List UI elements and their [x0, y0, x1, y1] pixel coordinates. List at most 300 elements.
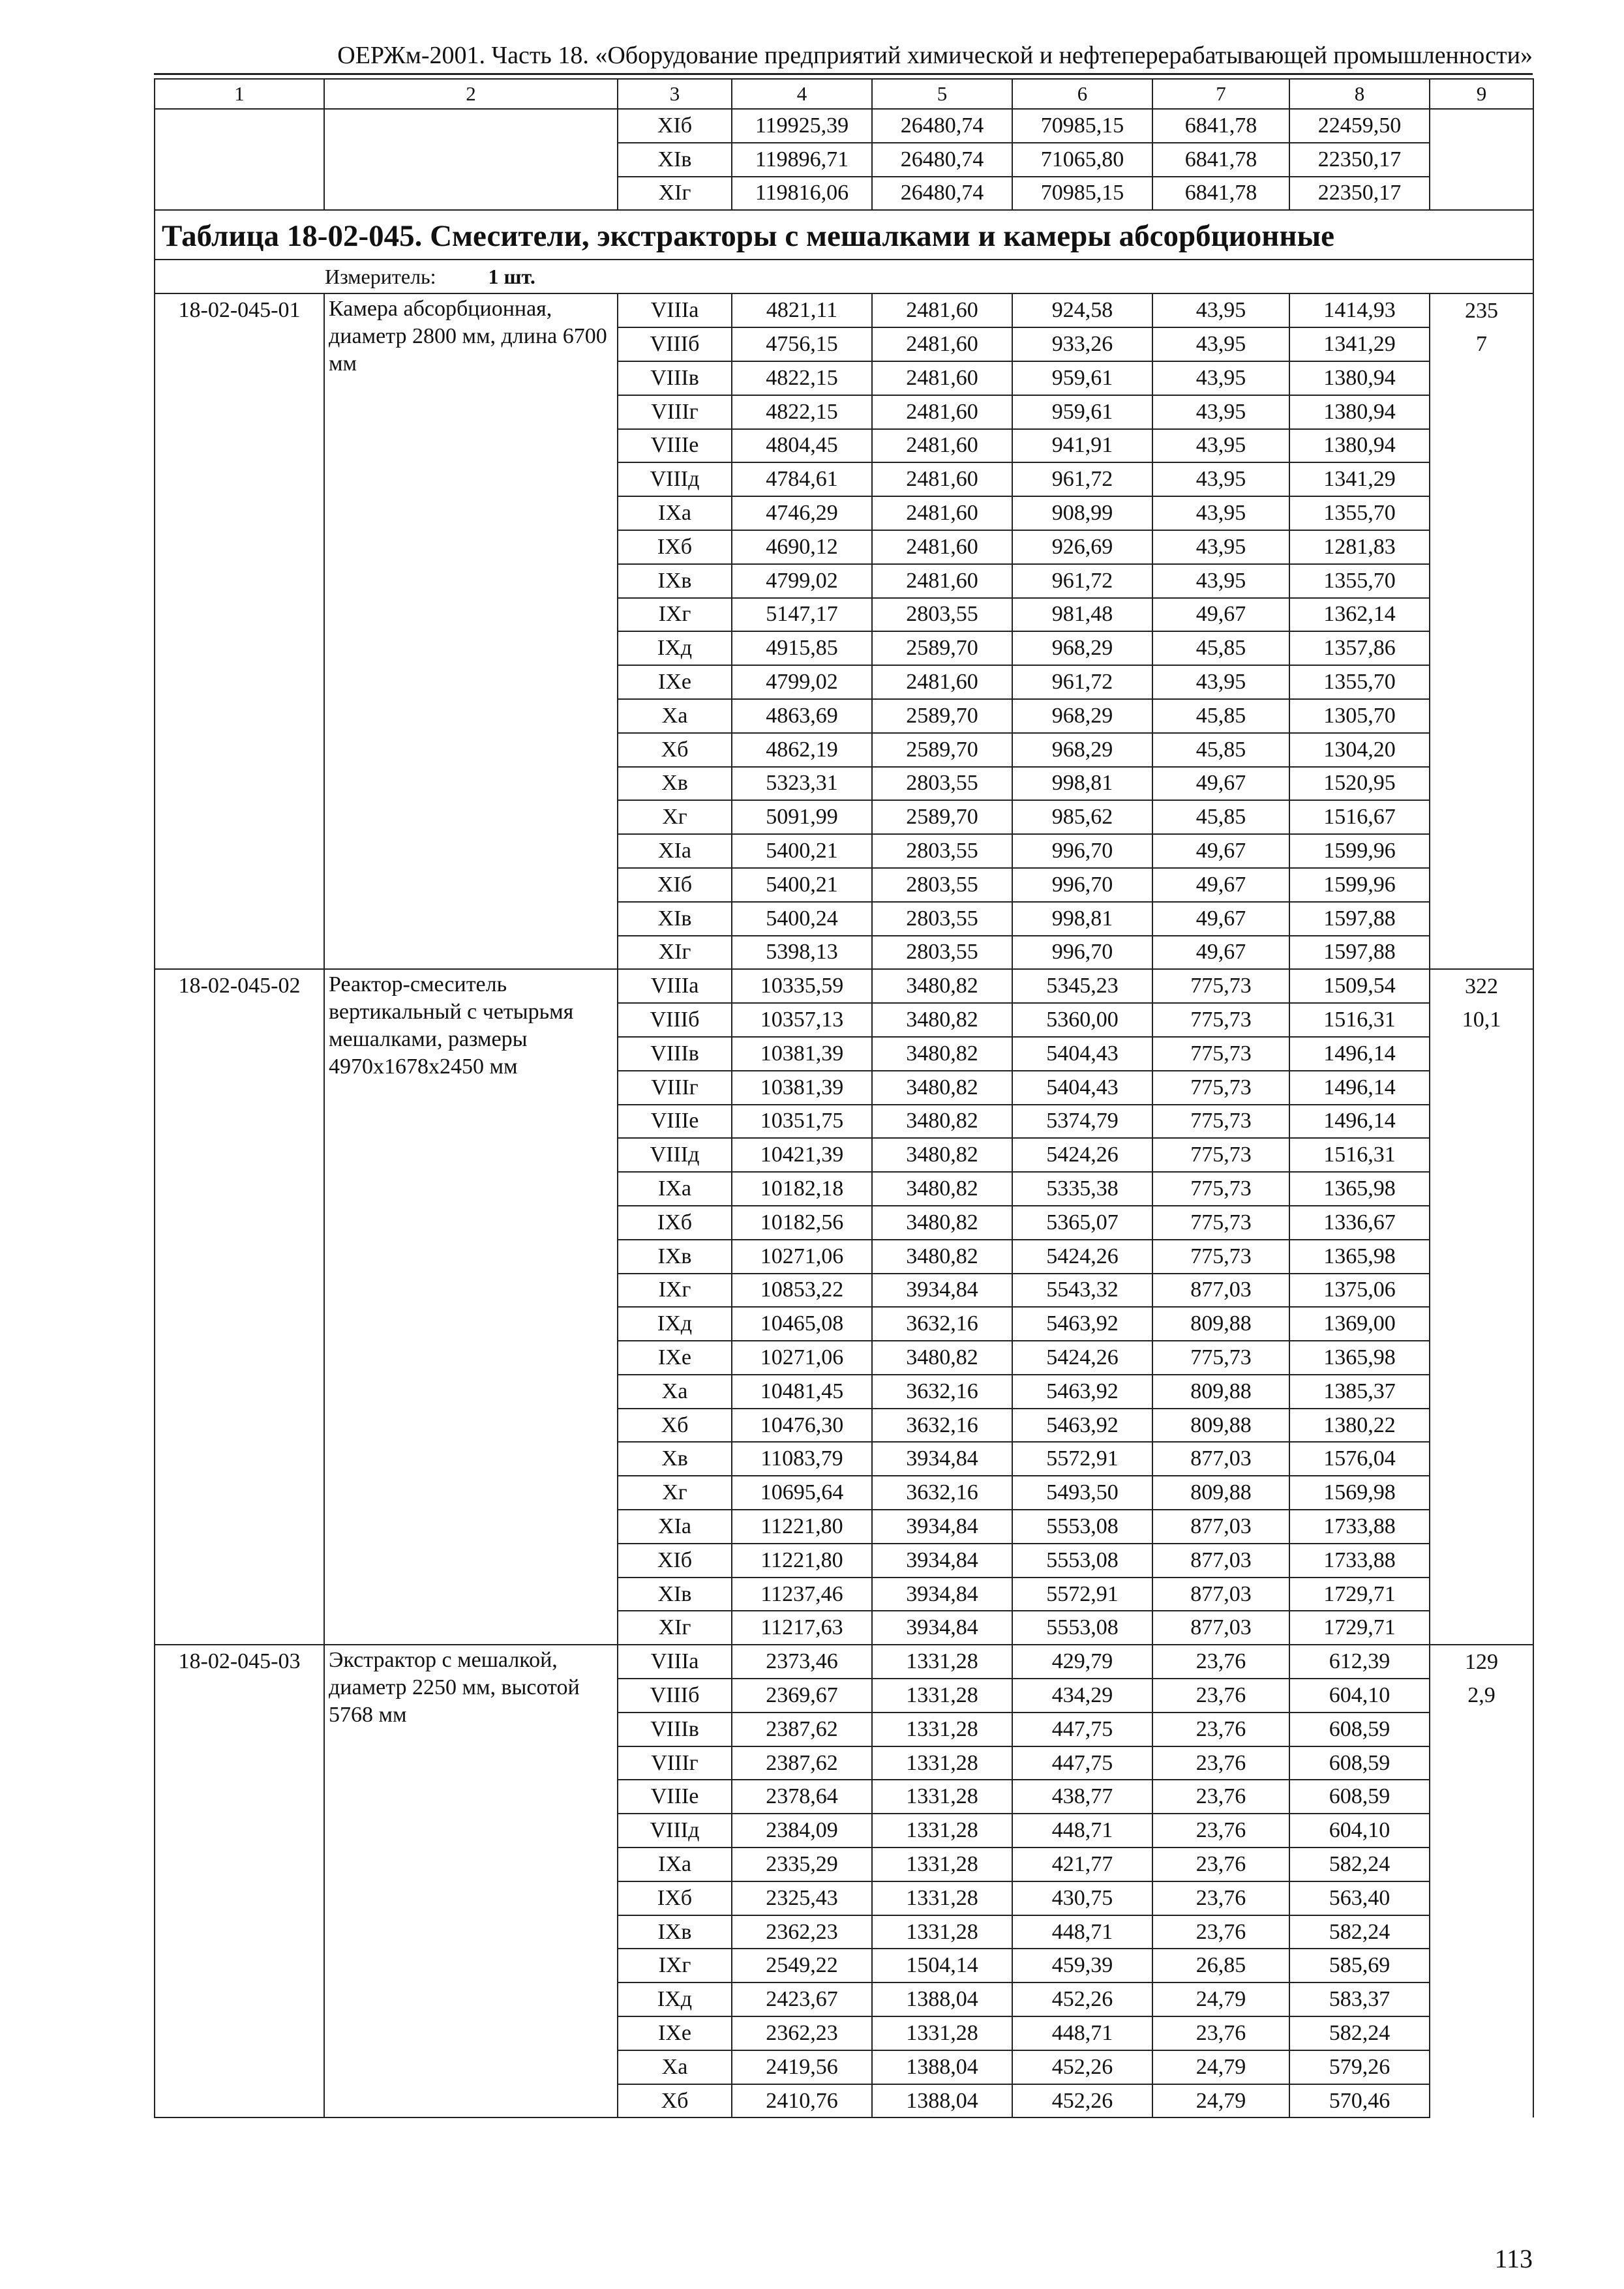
- col9-cell: [1430, 1476, 1533, 1510]
- value-cell: 10335,59: [732, 969, 872, 1003]
- value-cell: 4863,69: [732, 699, 872, 733]
- value-cell: 959,61: [1012, 395, 1152, 429]
- zone-cell: VIIIб: [618, 327, 732, 361]
- value-cell: 11221,80: [732, 1510, 872, 1544]
- value-cell: 45,85: [1152, 699, 1289, 733]
- item-description: Реактор-смеситель вертикальный с четырьмя мешалками, размеры 4970х1678х2450 мм: [324, 969, 618, 1645]
- value-cell: 2481,60: [872, 530, 1012, 564]
- col9-cell: [1430, 177, 1533, 211]
- zone-cell: IXг: [618, 598, 732, 632]
- value-cell: 5147,17: [732, 598, 872, 632]
- column-number: 5: [872, 79, 1012, 109]
- value-cell: 22350,17: [1289, 143, 1430, 177]
- col9-cell: [1430, 1881, 1533, 1915]
- value-cell: 1597,88: [1289, 902, 1430, 936]
- value-cell: 924,58: [1012, 293, 1152, 327]
- zone-cell: IXд: [618, 1982, 732, 2016]
- value-cell: 5374,79: [1012, 1105, 1152, 1139]
- col9-cell: [1430, 1375, 1533, 1409]
- value-cell: 5463,92: [1012, 1307, 1152, 1341]
- value-cell: 5404,43: [1012, 1071, 1152, 1105]
- col9-cell: [1430, 1713, 1533, 1746]
- value-cell: 4915,85: [732, 631, 872, 665]
- col9-cell: [1430, 1780, 1533, 1814]
- zone-cell: IXб: [618, 1881, 732, 1915]
- value-cell: 49,67: [1152, 598, 1289, 632]
- value-cell: 119896,71: [732, 143, 872, 177]
- zone-cell: VIIIе: [618, 1780, 732, 1814]
- col9-cell: [1430, 395, 1533, 429]
- value-cell: 1576,04: [1289, 1442, 1430, 1476]
- value-cell: 1504,14: [872, 1949, 1012, 1982]
- value-cell: 1516,31: [1289, 1138, 1430, 1172]
- value-cell: 10271,06: [732, 1341, 872, 1375]
- value-cell: 1599,96: [1289, 834, 1430, 868]
- value-cell: 5323,31: [732, 767, 872, 801]
- value-cell: 775,73: [1152, 1037, 1289, 1071]
- value-cell: 612,39: [1289, 1645, 1430, 1679]
- col9-cell: [1430, 530, 1533, 564]
- value-cell: 6841,78: [1152, 143, 1289, 177]
- value-cell: 933,26: [1012, 327, 1152, 361]
- col9-cell: 235: [1430, 293, 1533, 327]
- value-cell: 24,79: [1152, 2050, 1289, 2084]
- value-cell: 2387,62: [732, 1746, 872, 1780]
- value-cell: 2335,29: [732, 1848, 872, 1881]
- zone-cell: Xг: [618, 800, 732, 834]
- value-cell: 1336,67: [1289, 1206, 1430, 1240]
- col9-cell: [1430, 767, 1533, 801]
- value-cell: 1380,94: [1289, 361, 1430, 395]
- col9-cell: [1430, 2084, 1533, 2118]
- value-cell: 608,59: [1289, 1780, 1430, 1814]
- value-cell: 3934,84: [872, 1544, 1012, 1578]
- zone-cell: Xа: [618, 2050, 732, 2084]
- value-cell: 24,79: [1152, 2084, 1289, 2118]
- value-cell: 2481,60: [872, 395, 1012, 429]
- value-cell: 4690,12: [732, 530, 872, 564]
- value-cell: 45,85: [1152, 733, 1289, 767]
- value-cell: 1496,14: [1289, 1037, 1430, 1071]
- value-cell: 452,26: [1012, 1982, 1152, 2016]
- zone-cell: Xа: [618, 1375, 732, 1409]
- value-cell: 1331,28: [872, 1814, 1012, 1848]
- col9-cell: [1430, 1814, 1533, 1848]
- value-cell: 2589,70: [872, 733, 1012, 767]
- value-cell: 3934,84: [872, 1611, 1012, 1645]
- value-cell: 3632,16: [872, 1409, 1012, 1443]
- value-cell: 5553,08: [1012, 1611, 1152, 1645]
- value-cell: 3480,82: [872, 1037, 1012, 1071]
- meter-row: [155, 260, 1533, 293]
- value-cell: 809,88: [1152, 1375, 1289, 1409]
- value-cell: 5404,43: [1012, 1037, 1152, 1071]
- value-cell: 5398,13: [732, 936, 872, 970]
- value-cell: 23,76: [1152, 1915, 1289, 1949]
- value-cell: 10357,13: [732, 1003, 872, 1037]
- value-cell: 2423,67: [732, 1982, 872, 2016]
- zone-cell: VIIIд: [618, 1138, 732, 1172]
- value-cell: 985,62: [1012, 800, 1152, 834]
- value-cell: 1509,54: [1289, 969, 1430, 1003]
- table-row: [155, 1645, 1533, 1679]
- zone-cell: XIб: [618, 109, 732, 143]
- value-cell: 448,71: [1012, 2016, 1152, 2050]
- value-cell: 4822,15: [732, 361, 872, 395]
- value-cell: 877,03: [1152, 1510, 1289, 1544]
- value-cell: 1355,70: [1289, 564, 1430, 598]
- value-cell: 3934,84: [872, 1442, 1012, 1476]
- zone-cell: Xг: [618, 1476, 732, 1510]
- value-cell: 1380,94: [1289, 395, 1430, 429]
- zone-cell: IXв: [618, 1915, 732, 1949]
- value-cell: 10351,75: [732, 1105, 872, 1139]
- value-cell: 968,29: [1012, 631, 1152, 665]
- value-cell: 775,73: [1152, 1105, 1289, 1139]
- value-cell: 1380,94: [1289, 429, 1430, 463]
- value-cell: 1341,29: [1289, 462, 1430, 496]
- value-cell: 981,48: [1012, 598, 1152, 632]
- value-cell: 1331,28: [872, 1746, 1012, 1780]
- zone-cell: XIб: [618, 868, 732, 902]
- value-cell: 5572,91: [1012, 1442, 1152, 1476]
- value-cell: 3480,82: [872, 1105, 1012, 1139]
- value-cell: 877,03: [1152, 1578, 1289, 1611]
- zone-cell: IXв: [618, 1240, 732, 1274]
- value-cell: 23,76: [1152, 1713, 1289, 1746]
- value-cell: 5424,26: [1012, 1138, 1152, 1172]
- col9-cell: 10,1: [1430, 1003, 1533, 1037]
- zone-cell: VIIIе: [618, 1105, 732, 1139]
- column-number: 4: [732, 79, 872, 109]
- value-cell: 23,76: [1152, 2016, 1289, 2050]
- col9-cell: [1430, 1105, 1533, 1139]
- col9-cell: [1430, 462, 1533, 496]
- table-title: Таблица 18-02-045. Смесители, экстракторы с мешалками и камеры абсорбционные: [155, 210, 1533, 260]
- value-cell: 1375,06: [1289, 1274, 1430, 1308]
- col9-cell: [1430, 1510, 1533, 1544]
- value-cell: 1597,88: [1289, 936, 1430, 970]
- value-cell: 2481,60: [872, 327, 1012, 361]
- value-cell: 10182,56: [732, 1206, 872, 1240]
- value-cell: 24,79: [1152, 1982, 1289, 2016]
- value-cell: 10421,39: [732, 1138, 872, 1172]
- item-code: 18-02-045-02: [155, 969, 324, 1645]
- col9-cell: [1430, 1982, 1533, 2016]
- value-cell: 4799,02: [732, 564, 872, 598]
- zone-cell: XIв: [618, 143, 732, 177]
- value-cell: 1355,70: [1289, 665, 1430, 699]
- value-cell: 961,72: [1012, 665, 1152, 699]
- value-cell: 2325,43: [732, 1881, 872, 1915]
- zone-cell: IXв: [618, 564, 732, 598]
- value-cell: 5091,99: [732, 800, 872, 834]
- zone-cell: VIIIд: [618, 1814, 732, 1848]
- value-cell: 43,95: [1152, 293, 1289, 327]
- col9-cell: [1430, 1274, 1533, 1308]
- value-cell: 1355,70: [1289, 496, 1430, 530]
- value-cell: 2803,55: [872, 868, 1012, 902]
- value-cell: 5424,26: [1012, 1240, 1152, 1274]
- column-number: 3: [618, 79, 732, 109]
- value-cell: 775,73: [1152, 1341, 1289, 1375]
- zone-cell: XIа: [618, 834, 732, 868]
- code-cell: [155, 109, 324, 210]
- value-cell: 43,95: [1152, 395, 1289, 429]
- col9-cell: [1430, 1037, 1533, 1071]
- value-cell: 2803,55: [872, 834, 1012, 868]
- zone-cell: XIв: [618, 902, 732, 936]
- value-cell: 1331,28: [872, 1881, 1012, 1915]
- value-cell: 2589,70: [872, 631, 1012, 665]
- value-cell: 43,95: [1152, 530, 1289, 564]
- zone-cell: IXе: [618, 1341, 732, 1375]
- value-cell: 26480,74: [872, 143, 1012, 177]
- value-cell: 43,95: [1152, 361, 1289, 395]
- value-cell: 996,70: [1012, 868, 1152, 902]
- col9-cell: [1430, 868, 1533, 902]
- page-number: 113: [1494, 2244, 1533, 2273]
- value-cell: 563,40: [1289, 1881, 1430, 1915]
- value-cell: 11217,63: [732, 1611, 872, 1645]
- col9-cell: [1430, 143, 1533, 177]
- zone-cell: IXе: [618, 2016, 732, 2050]
- zone-cell: IXг: [618, 1274, 732, 1308]
- value-cell: 6841,78: [1152, 177, 1289, 211]
- value-cell: 941,91: [1012, 429, 1152, 463]
- value-cell: 11083,79: [732, 1442, 872, 1476]
- value-cell: 775,73: [1152, 1240, 1289, 1274]
- zone-cell: Xв: [618, 1442, 732, 1476]
- zone-cell: VIIIа: [618, 1645, 732, 1679]
- value-cell: 3480,82: [872, 1240, 1012, 1274]
- value-cell: 10271,06: [732, 1240, 872, 1274]
- zone-cell: IXб: [618, 530, 732, 564]
- value-cell: 5400,24: [732, 902, 872, 936]
- zone-cell: VIIIв: [618, 361, 732, 395]
- col9-cell: [1430, 1071, 1533, 1105]
- value-cell: 4799,02: [732, 665, 872, 699]
- value-cell: 3632,16: [872, 1375, 1012, 1409]
- col9-cell: [1430, 1409, 1533, 1443]
- meter-label: Измеритель:: [325, 265, 436, 289]
- value-cell: 877,03: [1152, 1611, 1289, 1645]
- col9-cell: [1430, 109, 1533, 143]
- value-cell: 10381,39: [732, 1037, 872, 1071]
- value-cell: 5553,08: [1012, 1544, 1152, 1578]
- value-cell: 23,76: [1152, 1848, 1289, 1881]
- value-cell: 23,76: [1152, 1814, 1289, 1848]
- value-cell: 43,95: [1152, 496, 1289, 530]
- value-cell: 608,59: [1289, 1713, 1430, 1746]
- value-cell: 775,73: [1152, 1206, 1289, 1240]
- value-cell: 2362,23: [732, 1915, 872, 1949]
- value-cell: 809,88: [1152, 1409, 1289, 1443]
- value-cell: 4862,19: [732, 733, 872, 767]
- value-cell: 1365,98: [1289, 1172, 1430, 1206]
- value-cell: 43,95: [1152, 327, 1289, 361]
- value-cell: 877,03: [1152, 1442, 1289, 1476]
- col9-cell: [1430, 1611, 1533, 1645]
- value-cell: 421,77: [1012, 1848, 1152, 1881]
- col9-cell: [1430, 361, 1533, 395]
- value-cell: 4784,61: [732, 462, 872, 496]
- value-cell: 775,73: [1152, 1003, 1289, 1037]
- zone-cell: IXг: [618, 1949, 732, 1982]
- value-cell: 43,95: [1152, 462, 1289, 496]
- value-cell: 5493,50: [1012, 1476, 1152, 1510]
- value-cell: 877,03: [1152, 1544, 1289, 1578]
- col9-cell: [1430, 936, 1533, 970]
- value-cell: 5335,38: [1012, 1172, 1152, 1206]
- value-cell: 961,72: [1012, 564, 1152, 598]
- col9-cell: [1430, 1578, 1533, 1611]
- value-cell: 998,81: [1012, 767, 1152, 801]
- value-cell: 4804,45: [732, 429, 872, 463]
- value-cell: 2362,23: [732, 2016, 872, 2050]
- column-number: 6: [1012, 79, 1152, 109]
- value-cell: 119925,39: [732, 109, 872, 143]
- col9-cell: [1430, 2050, 1533, 2084]
- zone-cell: VIIIв: [618, 1037, 732, 1071]
- zone-cell: IXе: [618, 665, 732, 699]
- value-cell: 1331,28: [872, 1645, 1012, 1679]
- value-cell: 1331,28: [872, 1679, 1012, 1713]
- value-cell: 996,70: [1012, 834, 1152, 868]
- col9-cell: [1430, 598, 1533, 632]
- value-cell: 3934,84: [872, 1578, 1012, 1611]
- zone-cell: XIа: [618, 1510, 732, 1544]
- value-cell: 70985,15: [1012, 109, 1152, 143]
- zone-cell: XIг: [618, 1611, 732, 1645]
- col9-cell: [1430, 1240, 1533, 1274]
- value-cell: 1729,71: [1289, 1578, 1430, 1611]
- value-cell: 2384,09: [732, 1814, 872, 1848]
- value-cell: 1385,37: [1289, 1375, 1430, 1409]
- value-cell: 908,99: [1012, 496, 1152, 530]
- value-cell: 434,29: [1012, 1679, 1152, 1713]
- col9-cell: [1430, 665, 1533, 699]
- value-cell: 2373,46: [732, 1645, 872, 1679]
- col9-cell: [1430, 733, 1533, 767]
- value-cell: 22459,50: [1289, 109, 1430, 143]
- zone-cell: Xб: [618, 1409, 732, 1443]
- zone-cell: XIг: [618, 936, 732, 970]
- zone-cell: IXа: [618, 1172, 732, 1206]
- col9-cell: [1430, 496, 1533, 530]
- value-cell: 447,75: [1012, 1746, 1152, 1780]
- value-cell: 582,24: [1289, 2016, 1430, 2050]
- col9-cell: [1430, 834, 1533, 868]
- value-cell: 877,03: [1152, 1274, 1289, 1308]
- column-number: 2: [324, 79, 618, 109]
- zone-cell: Xб: [618, 2084, 732, 2118]
- value-cell: 5543,32: [1012, 1274, 1152, 1308]
- value-cell: 1729,71: [1289, 1611, 1430, 1645]
- meter-value: 1 шт.: [488, 265, 535, 289]
- value-cell: 45,85: [1152, 631, 1289, 665]
- value-cell: 23,76: [1152, 1746, 1289, 1780]
- value-cell: 1304,20: [1289, 733, 1430, 767]
- col9-cell: 322: [1430, 969, 1533, 1003]
- value-cell: 968,29: [1012, 733, 1152, 767]
- zone-cell: VIIIб: [618, 1003, 732, 1037]
- col9-cell: 7: [1430, 327, 1533, 361]
- value-cell: 5553,08: [1012, 1510, 1152, 1544]
- value-cell: 585,69: [1289, 1949, 1430, 1982]
- value-cell: 570,46: [1289, 2084, 1430, 2118]
- value-cell: 43,95: [1152, 665, 1289, 699]
- table-title-row: [155, 210, 1533, 260]
- value-cell: 23,76: [1152, 1780, 1289, 1814]
- value-cell: 1388,04: [872, 2050, 1012, 2084]
- col9-cell: [1430, 800, 1533, 834]
- col9-cell: [1430, 1341, 1533, 1375]
- value-cell: 5572,91: [1012, 1578, 1152, 1611]
- zone-cell: Xб: [618, 733, 732, 767]
- value-cell: 23,76: [1152, 1645, 1289, 1679]
- table-row: [155, 293, 1533, 327]
- value-cell: 1516,67: [1289, 800, 1430, 834]
- value-cell: 775,73: [1152, 1138, 1289, 1172]
- value-cell: 429,79: [1012, 1645, 1152, 1679]
- column-number: 9: [1430, 79, 1533, 109]
- value-cell: 1357,86: [1289, 631, 1430, 665]
- value-cell: 2803,55: [872, 767, 1012, 801]
- value-cell: 43,95: [1152, 429, 1289, 463]
- value-cell: 3480,82: [872, 969, 1012, 1003]
- col9-cell: [1430, 564, 1533, 598]
- zone-cell: VIIIв: [618, 1713, 732, 1746]
- value-cell: 1362,14: [1289, 598, 1430, 632]
- col9-cell: [1430, 1848, 1533, 1881]
- value-cell: 448,71: [1012, 1915, 1152, 1949]
- zone-cell: IXб: [618, 1206, 732, 1240]
- value-cell: 3632,16: [872, 1476, 1012, 1510]
- column-number: 1: [155, 79, 324, 109]
- value-cell: 1369,00: [1289, 1307, 1430, 1341]
- zone-cell: IXа: [618, 1848, 732, 1881]
- col9-cell: 2,9: [1430, 1679, 1533, 1713]
- value-cell: 49,67: [1152, 868, 1289, 902]
- col9-cell: [1430, 699, 1533, 733]
- value-cell: 1331,28: [872, 1915, 1012, 1949]
- value-cell: 2481,60: [872, 462, 1012, 496]
- value-cell: 582,24: [1289, 1915, 1430, 1949]
- value-cell: 2378,64: [732, 1780, 872, 1814]
- value-cell: 961,72: [1012, 462, 1152, 496]
- value-cell: 2481,60: [872, 665, 1012, 699]
- value-cell: 49,67: [1152, 834, 1289, 868]
- value-cell: 1520,95: [1289, 767, 1430, 801]
- value-cell: 2589,70: [872, 800, 1012, 834]
- value-cell: 49,67: [1152, 902, 1289, 936]
- value-cell: 1331,28: [872, 1848, 1012, 1881]
- value-cell: 447,75: [1012, 1713, 1152, 1746]
- value-cell: 968,29: [1012, 699, 1152, 733]
- col9-cell: [1430, 1307, 1533, 1341]
- value-cell: 775,73: [1152, 1172, 1289, 1206]
- value-cell: 11237,46: [732, 1578, 872, 1611]
- value-cell: 22350,17: [1289, 177, 1430, 211]
- value-cell: 2369,67: [732, 1679, 872, 1713]
- column-number-row: [155, 79, 1533, 109]
- running-header: ОЕРЖм-2001. Часть 18. «Оборудование предприятий химической и нефтеперерабатывающей промышленности»: [154, 38, 1533, 75]
- value-cell: 809,88: [1152, 1307, 1289, 1341]
- value-cell: 10853,22: [732, 1274, 872, 1308]
- value-cell: 438,77: [1012, 1780, 1152, 1814]
- zone-cell: VIIIа: [618, 293, 732, 327]
